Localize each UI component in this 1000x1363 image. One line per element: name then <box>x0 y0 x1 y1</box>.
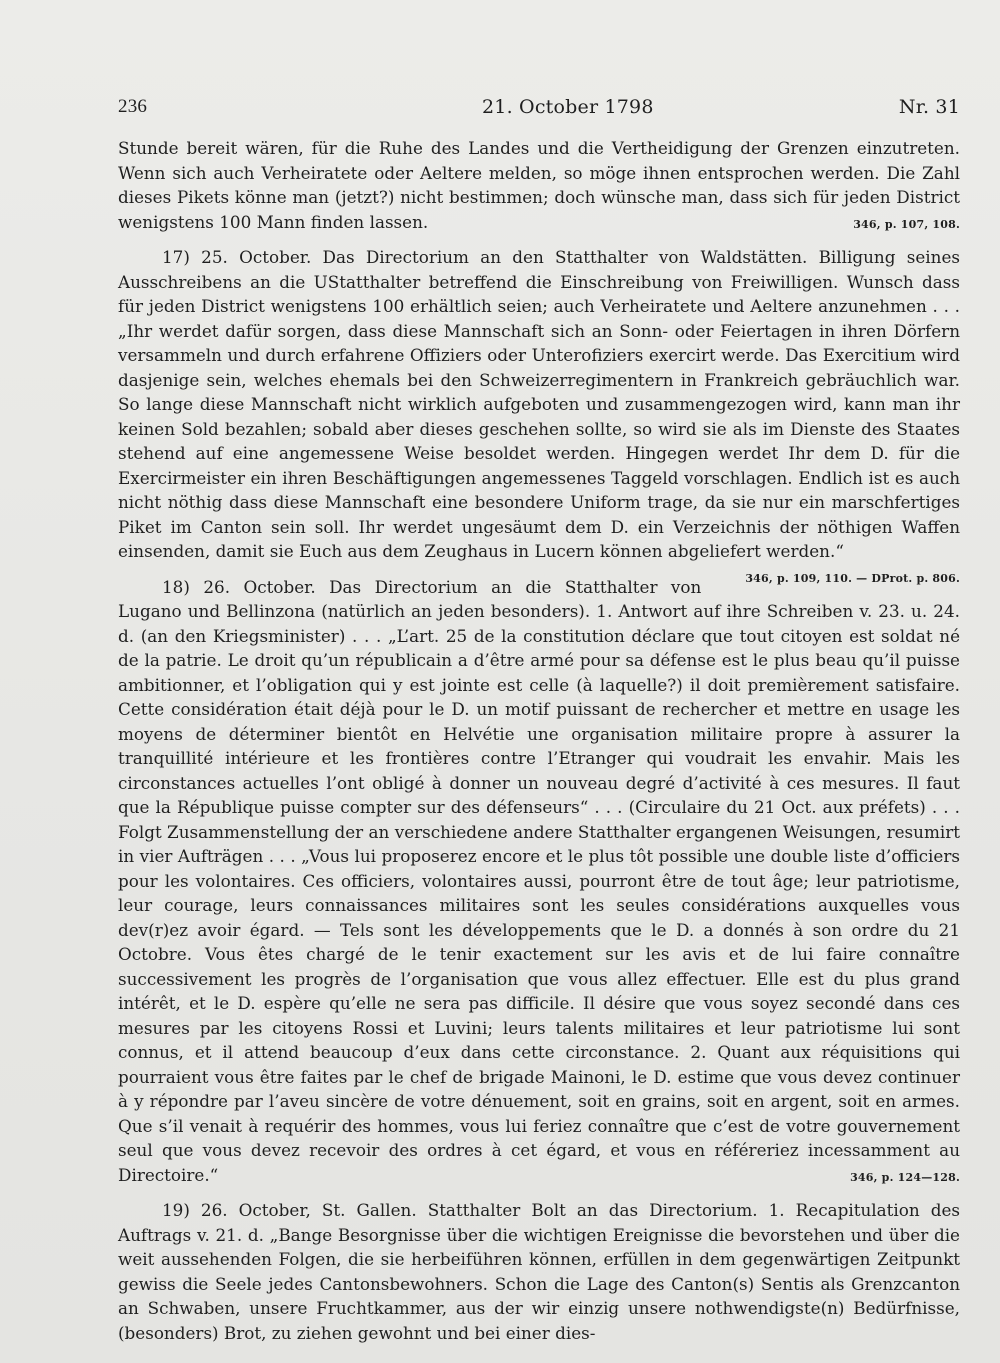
page-number: 236 <box>118 96 148 117</box>
paragraph-18 <box>118 575 960 1188</box>
paragraph-text: Stunde bereit wären, für die Ruhe des Landes und die Vertheidigung der Grenzen einzutreten. Wenn sich auch Verheiratete oder Aeltere melden, so möge ihnen entsprochen werden. Die Zahl dieses Pikets könne man (jetzt?) nicht bestimmen; doch wünsche man, dass sich für jeden District wenigstens 100 Mann finden lassen. <box>118 138 960 232</box>
page-header <box>118 96 960 126</box>
paragraph-19 <box>118 1198 960 1345</box>
document-number: Nr. 31 <box>898 96 960 118</box>
source-reference: 346, p. 124—128. <box>850 1170 960 1184</box>
paragraph-continuation <box>118 136 960 234</box>
paragraph-text: 18) 26. October. Das Directorium an die Statthalter von Lugano und Bellinzona (natürlich an jeden besonders). 1. Antwort auf ihre Schreiben v. 23. u. 24. d. (an den Kriegsminister) . . . „L’art. 25 de la constitution déclare que tout citoyen est soldat né de la patrie. Le droit qu’un républicain a d’être armé pour sa défense est le plus beau qu’il puisse ambitionner, et l’obligation qui y est jointe est celle (à laquelle?) il doit premièrement satisfaire. Cette considération était déjà pour le D. un motif puissant de rechercher et mettre en usage les moyens de déterminer bientôt en Helvétie une organisation militaire propre à assurer la tranquillité intérieure et les frontières contre l’Etranger qui voudrait les envahir. Mais les circonstances actuelles l’ont obligé à donner un nouveau degré d’activité à ces mesures. Il faut que la République puisse compter sur des défenseurs“ . . . (Circulaire du 21 Oct. aux préfets) . . . Folgt Zusammenstellung der an verschiedene andere Statthalter ergangenen Weisungen, resumirt in vier Aufträgen . . . „Vous lui proposerez encore et le plus tôt possible une double liste d’officiers pour les volontaires. Ces officiers, volontaires aussi, pourront être de tout âge; leur patriotisme, leur courage, leurs connaissances militaires sont les seules considérations auxquelles vous dev(r)ez avoir égard. — Tels sont les développements que le D. a donnés à son ordre du 21 Octobre. Vous êtes chargé de le tenir exactement sur les avis et de lui faire connaître successivement les progrès de l’organisation que vous allez effectuer. Elle est du plus grand intérêt, et le D. espère qu’elle ne sera pas difficile. Il désire que vous soyez secondé dans ces mesures par les citoyens Rossi et Luvini; leurs talents militaires et leur patriotisme lui sont connus, et il attend beaucoup d’eux dans cette circonstance. 2. Quant aux réquisitions qui pourraient vous être faites par le chef de brigade Mainoni, le D. estime que vous devez continuer à y répondre par l’aveu sincère de votre dénuement, soit en grains, soit en argent, soit en armes. Que s’il venait à requérir des hommes, vous lui feriez connaître que c’est de votre gouvernement seul que vous devez recevoir des ordres à cet égard, et vous en référeriez incessamment au Directoire.“ <box>118 576 960 1185</box>
paragraph-text: 19) 26. October, St. Gallen. Statthalter Bolt an das Directorium. 1. Recapitulation des Auftrags v. 21. d. „Bange Besorgnisse über die wichtigen Ereignisse die bevorstehen und über die weit aussehenden Folgen, die sie herbeiführen können, erfüllen in dem gegenwärtigen Zeitpunkt gewiss die Seele jedes Cantonsbewohners. Schon die Lage des Canton(s) Sentis als Grenzcanton an Schwaben, unsere Fruchtkammer, aus der wir einzig unsere nothwendigste(n) Bedürfnisse, (besonders) Brot, zu ziehen gewohnt und bei einer dies- <box>118 1200 960 1343</box>
paragraph-text: 17) 25. October. Das Directorium an den Statthalter von Waldstätten. Billigung seines Ausschreibens an die UStatthalter betreffend die Einschreibung von Freiwilligen. Wunsch dass für jeden District wenigstens 100 erhältlich seien; auch Verheiratete und Aeltere anzunehmen . . . „Ihr werdet dafür sorgen, dass diese Mannschaft sich an Sonn- oder Feiertagen in ihren Dörfern versammeln und durch erfahrene Offiziers oder Unterofiziers exercirt werde. Das Exercitium wird dasjenige sein, welches ehemals bei den Schweizerregimentern in Frankreich gebräuchlich war. So lange diese Mannschaft nicht wirklich aufgeboten und zusammengezogen wird, kann man ihr keinen Sold bezahlen; sobald aber dieses geschehen sollte, so wird sie als im Dienste des Staates stehend auf eine angemessene Weise besoldet werden. Hingegen werdet Ihr dem D. für die Exercirmeister ein ihren Beschäftigungen angemessenes Taggeld vorschlagen. Endlich ist es auch nicht nöthig dass diese Mannschaft eine besondere Uniform trage, da sie nur ein marschfertiges Piket im Canton sein soll. Ihr werdet ungesäumt dem D. ein Verzeichnis der nöthigen Waffen einsenden, damit sie Euch aus dem Zeughaus in Lucern können abgeliefert werden.“ <box>118 247 960 561</box>
body-text <box>118 136 960 1356</box>
source-reference: 346, p. 107, 108. <box>853 217 960 231</box>
paragraph-17 <box>118 245 960 585</box>
page-date: 21. October 1798 <box>482 96 654 118</box>
source-reference: 346, p. 109, 110. — DProt. p. 806. <box>745 571 960 585</box>
